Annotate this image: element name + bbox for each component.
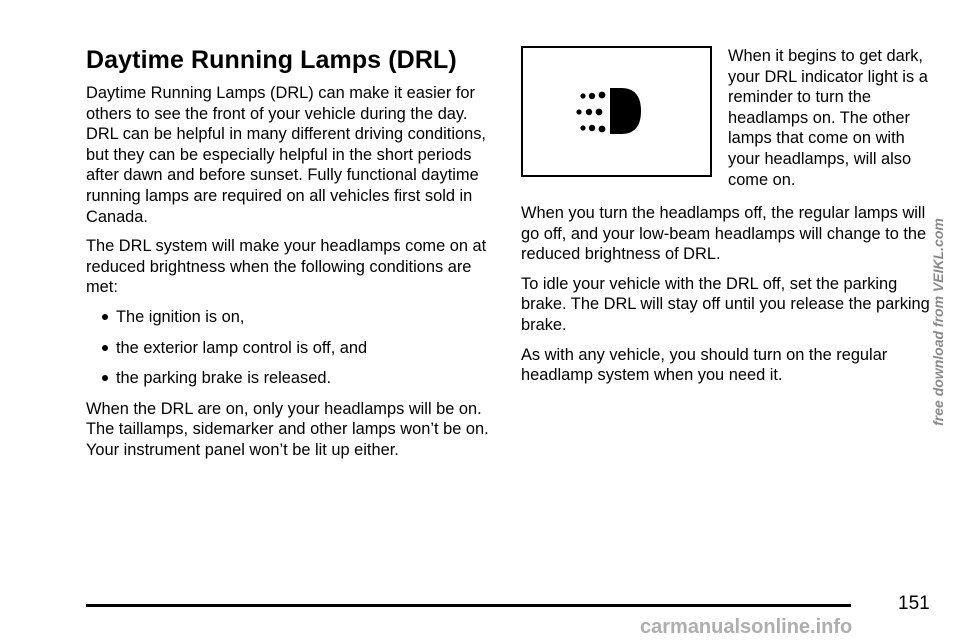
indicator-description: When it begins to get dark, your DRL indicator light is a reminder to turn the headlamps on. The other lamps that come on with your headlamps, will also come on. [728, 47, 928, 189]
advice-paragraph: As with any vehicle, you should turn on the regular headlamp system when you need it. [521, 345, 888, 385]
list-item: the exterior lamp control is off, and [86, 338, 496, 359]
drl-indicator-figure [521, 46, 712, 177]
drl-on-paragraph: When the DRL are on, only your headlamps will be on. The taillamps, sidemarker and other lamps won’t be on. Your instrument panel won’t be lit up either. [86, 399, 489, 459]
page-title: Daytime Running Lamps (DRL) [86, 46, 457, 74]
left-column [86, 83, 496, 470]
headlamps-off-paragraph: When you turn the headlamps off, the regular lamps will go off, and your low-beam headlamps will change to the reduced brightness of DRL. [521, 204, 927, 264]
list-item: The ignition is on, [86, 307, 496, 328]
conditions-list [86, 307, 496, 389]
bottom-watermark: carmanualsonline.info [640, 616, 853, 638]
footer-divider [86, 604, 851, 607]
side-watermark: free download from VEIKL.com [930, 218, 946, 426]
right-column [521, 203, 931, 395]
page-number: 151 [898, 593, 930, 614]
drl-indicator-icon [523, 48, 710, 175]
conditions-paragraph: The DRL system will make your headlamps come on at reduced brightness when the following conditions are met: [86, 237, 487, 297]
idle-paragraph: To idle your vehicle with the DRL off, set the parking brake. The DRL will stay off until you release the parking brake. [521, 274, 930, 334]
list-item: the parking brake is released. [86, 368, 496, 389]
intro-paragraph: Daytime Running Lamps (DRL) can make it easier for others to see the front of your vehicle during the day. DRL can be helpful in many different driving conditions, but they can be especially helpful in the short periods after dawn and before sunset. Fully functional daytime running lamps are required on all vehicles first sold in Canada. [86, 84, 486, 226]
